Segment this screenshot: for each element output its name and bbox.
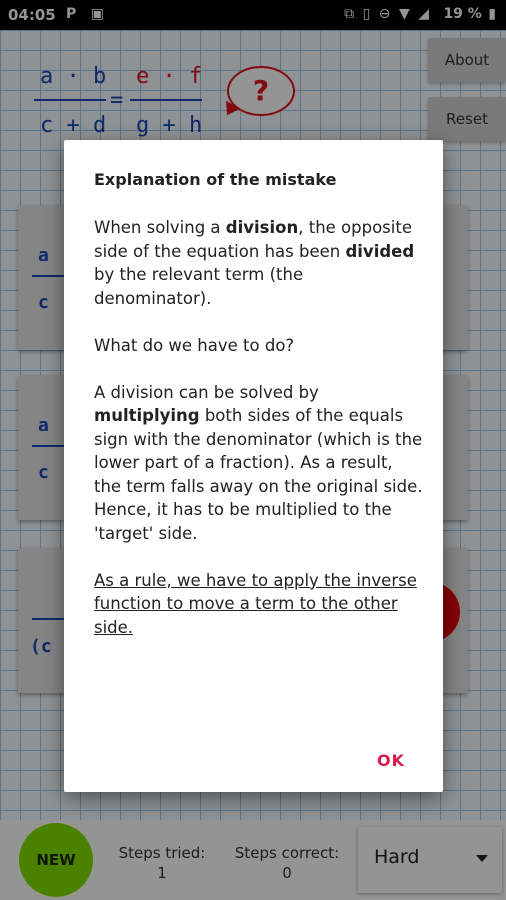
card-numerator: a xyxy=(38,415,49,436)
dialog-body xyxy=(94,216,424,663)
steps-correct-label: Steps correct: xyxy=(234,844,340,862)
card-denominator: c xyxy=(38,292,49,313)
paragraph-question: What do we have to do? xyxy=(94,335,295,355)
question-mark-icon: ? xyxy=(252,74,270,107)
cast-icon: ⧉ xyxy=(344,6,357,22)
difficulty-value: Hard xyxy=(374,846,420,868)
vibrate-icon: ▯ xyxy=(362,6,373,22)
signal-icon: ◢ xyxy=(418,6,431,22)
clock: 04:05 xyxy=(8,6,56,24)
image-icon: ▣ xyxy=(90,6,104,22)
p-icon: P xyxy=(66,6,77,22)
ok-button[interactable]: OK xyxy=(377,751,405,770)
paragraph-rule: As a rule, we have to apply the inverse function to move a term to the other side. xyxy=(94,570,417,637)
text-span: , the opposite side of the equation has been xyxy=(94,218,412,261)
paragraph-division xyxy=(94,216,424,310)
paragraph-solution xyxy=(94,381,424,546)
battery-level: 19 % xyxy=(443,6,482,22)
wifi-icon: ▼ xyxy=(398,6,412,22)
right-denominator: g + h xyxy=(136,113,203,138)
card-denominator: (c xyxy=(30,636,52,657)
new-button[interactable]: NEW xyxy=(19,823,93,897)
text-span: by the relevant term (the denominator). xyxy=(94,265,304,308)
dnd-icon: ⊖ xyxy=(378,6,393,22)
text-span: When solving a xyxy=(94,218,226,237)
steps-tried-value: 1 xyxy=(157,864,167,882)
right-numerator: e · f xyxy=(136,64,203,89)
dialog-title: Explanation of the mistake xyxy=(94,170,337,189)
bold-term: multiplying xyxy=(94,406,200,425)
reset-button[interactable]: Reset xyxy=(428,97,506,141)
text-span: both sides of the equals sign with the denominator (which is the lower part of a fraction). As a result, the term falls away on the original side. Hence, it has to be multiplied to the 'target' side. xyxy=(94,406,423,543)
bold-term: division xyxy=(225,218,299,237)
about-button[interactable]: About xyxy=(428,38,506,82)
battery-icon: ▮ xyxy=(488,6,498,22)
bold-term: divided xyxy=(345,241,415,261)
text-span: A division can be solved by xyxy=(94,382,319,402)
steps-tried-label: Steps tried: xyxy=(118,844,206,862)
card-denominator: c xyxy=(38,462,49,483)
equals-sign: = xyxy=(110,88,124,113)
steps-correct-value: 0 xyxy=(282,864,292,882)
explanation-dialog xyxy=(64,140,443,792)
left-numerator: a · b xyxy=(40,64,107,89)
card-numerator: a xyxy=(38,245,49,266)
left-denominator: c + d xyxy=(40,113,107,138)
